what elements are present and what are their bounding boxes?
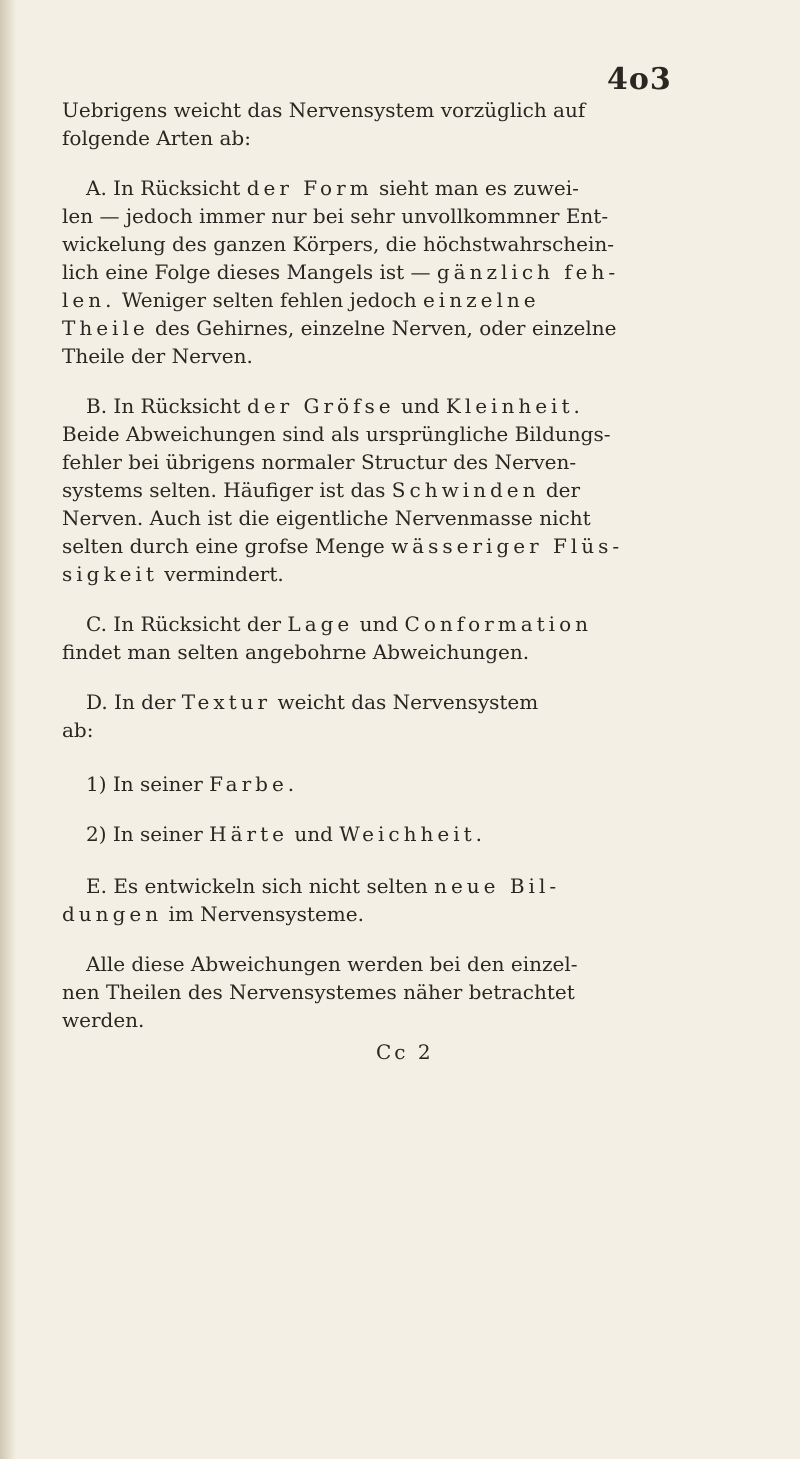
section-a-line-2: len — jedoch immer nur bei sehr unvollkommner Ent- (62, 204, 609, 228)
page-gutter (0, 0, 16, 1459)
signature-mark: Cc 2 (376, 1040, 434, 1064)
closing-line-3: werden. (62, 1008, 145, 1032)
section-a-line-1: A. In Rücksicht der Form sieht man es zuwei- (86, 176, 579, 200)
section-b-line-4: systems selten. Häufiger ist das Schwinden der (62, 478, 581, 502)
section-d-line-1: D. In der Textur weicht das Nervensystem (86, 690, 539, 714)
section-b-line-3: fehler bei übrigens normaler Structur des Nerven- (62, 450, 577, 474)
section-d-item-1: 1) In seiner Farbe. (86, 772, 299, 796)
intro-line-1: Uebrigens weicht das Nervensystem vorzüglich auf (62, 98, 586, 122)
section-e-line-1: E. Es entwickeln sich nicht selten neue Bil- (86, 874, 561, 898)
page-number: 4o3 (607, 62, 672, 97)
intro-line-2: folgende Arten ab: (62, 126, 251, 150)
section-b-line-1: B. In Rücksicht der Gröfse und Kleinheit. (86, 394, 584, 418)
section-a-line-7: Theile der Nerven. (62, 344, 253, 368)
section-b-line-2: Beide Abweichungen sind als ursprüngliche Bildungs- (62, 422, 611, 446)
section-c-line-1: C. In Rücksicht der Lage und Conformation (86, 612, 593, 636)
closing-line-1: Alle diese Abweichungen werden bei den einzel- (86, 952, 578, 976)
section-b-line-7: sigkeit vermindert. (62, 562, 284, 586)
section-e-line-2: dungen im Nervensysteme. (62, 902, 364, 926)
section-a-line-3: wickelung des ganzen Körpers, die höchstwahrschein- (62, 232, 615, 256)
section-b-line-5: Nerven. Auch ist die eigentliche Nervenmasse nicht (62, 506, 591, 530)
section-c-line-2: findet man selten angebohrne Abweichungen. (62, 640, 530, 664)
section-b-line-6: selten durch eine grofse Menge wässeriger Flüs- (62, 534, 624, 558)
section-d-item-2: 2) In seiner Härte und Weichheit. (86, 822, 486, 846)
section-a-line-4: lich eine Folge dieses Mangels ist — gänzlich feh- (62, 260, 620, 284)
section-a-line-5: len. Weniger selten fehlen jedoch einzelne (62, 288, 540, 312)
closing-line-2: nen Theilen des Nervensystemes näher betrachtet (62, 980, 575, 1004)
section-d-line-2: ab: (62, 718, 94, 742)
section-a-line-6: Theile des Gehirnes, einzelne Nerven, oder einzelne (62, 316, 617, 340)
